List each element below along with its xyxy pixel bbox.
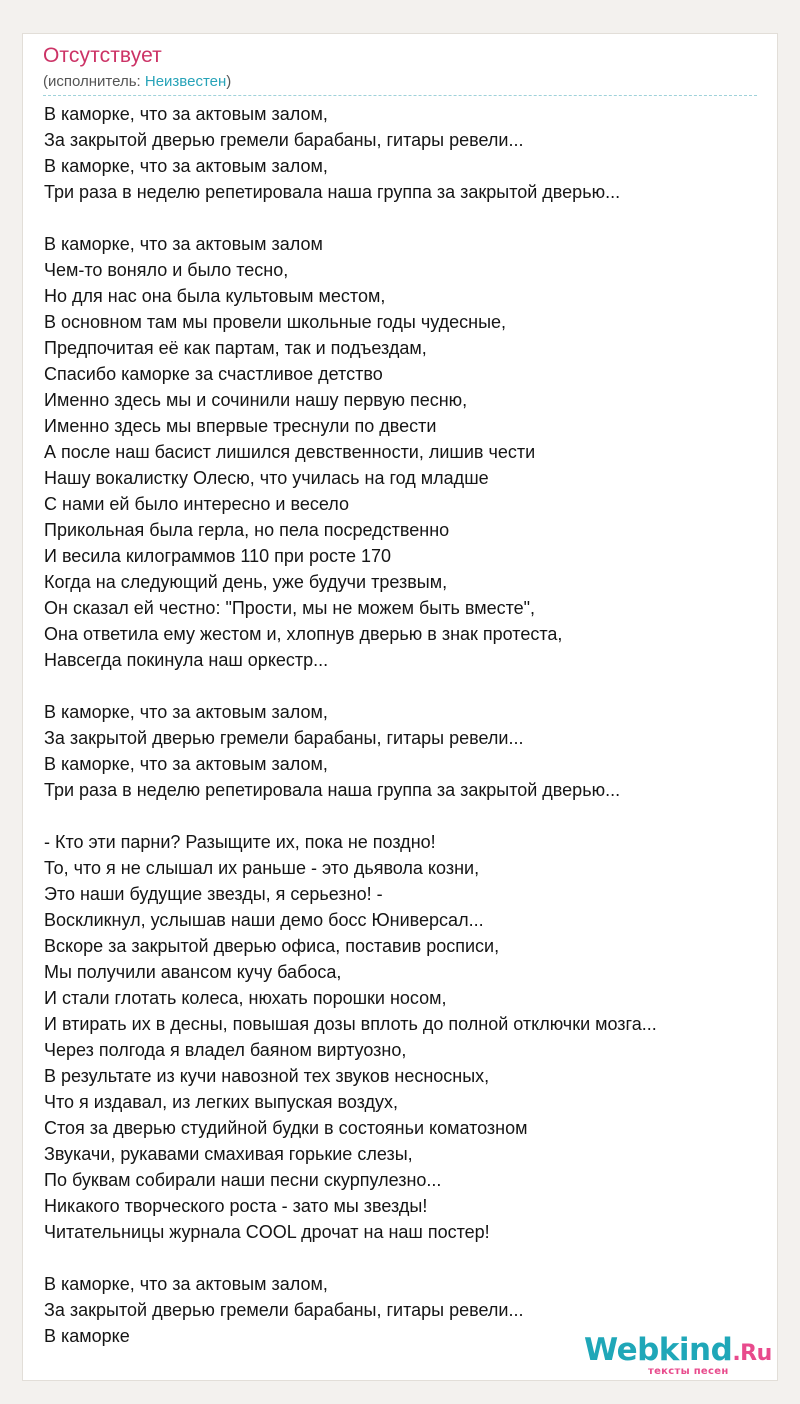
artist-line	[43, 73, 231, 90]
lyric-line: То, что я не слышал их раньше - это дьявола козни,	[44, 858, 480, 878]
lyric-line: Она ответила ему жестом и, хлопнув дверью в знак протеста,	[44, 624, 563, 644]
lyric-line: Что я издавал, из легких выпуская воздух,	[44, 1092, 399, 1112]
lyric-line: И весила килограммов 110 при росте 170	[44, 546, 392, 566]
lyric-line: Спасибо каморке за счастливое детство	[44, 364, 383, 384]
lyric-line: В каморке, что за актовым залом,	[44, 702, 328, 722]
stanza-break	[44, 673, 764, 699]
lyric-line: Воскликнул, услышав наши демо босс Юниверсал...	[44, 910, 484, 930]
lyrics-card	[22, 33, 778, 1381]
lyric-line: Нашу вокалистку Олесю, что училась на год младше	[44, 468, 489, 488]
artist-link[interactable]: Неизвестен	[144, 73, 227, 90]
lyric-line: В результате из кучи навозной тех звуков несносных,	[44, 1066, 490, 1086]
lyric-line: Стоя за дверью студийной будки в состояньи коматозном	[44, 1118, 528, 1138]
lyric-line: С нами ей было интересно и весело	[44, 494, 349, 514]
song-title: Отсутствует	[43, 44, 162, 67]
artist-suffix: )	[226, 73, 232, 90]
lyric-line: Никакого творческого роста - зато мы звезды!	[44, 1196, 428, 1216]
lyric-line: В каморке, что за актовым залом	[44, 234, 323, 254]
lyric-line: А после наш басист лишился девственности, лишив чести	[44, 442, 536, 462]
lyrics-text	[44, 101, 764, 1349]
lyric-line: Когда на следующий день, уже будучи трезвым,	[44, 572, 448, 592]
stanza-break	[44, 1245, 764, 1271]
lyric-line: Чем-то воняло и было тесно,	[44, 260, 289, 280]
lyric-line: В каморке, что за актовым залом,	[44, 1274, 328, 1294]
logo-name: Webkind	[584, 1332, 733, 1368]
lyric-line: По буквам собирали наши песни скурпулезно...	[44, 1170, 442, 1190]
lyric-line: За закрытой дверью гремели барабаны, гитары ревели...	[44, 728, 524, 748]
lyric-line: Это наши будущие звезды, я серьезно! -	[44, 884, 383, 904]
logo-tagline: тексты песен	[648, 1366, 729, 1377]
lyric-line: За закрытой дверью гремели барабаны, гитары ревели...	[44, 1300, 524, 1320]
logo-domain: .Ru	[732, 1341, 772, 1366]
stanza-break	[44, 803, 764, 829]
lyric-line: Три раза в неделю репетировала наша группа за закрытой дверью...	[44, 780, 621, 800]
lyric-line: Мы получили авансом кучу бабоса,	[44, 962, 342, 982]
lyric-line: Он сказал ей честно: "Прости, мы не можем быть вместе",	[44, 598, 536, 618]
webkind-logo[interactable]	[584, 1332, 774, 1378]
title-divider	[43, 95, 757, 96]
lyric-line: Три раза в неделю репетировала наша группа за закрытой дверью...	[44, 182, 621, 202]
lyric-line: И втирать их в десны, повышая дозы вплоть до полной отключки мозга...	[44, 1014, 657, 1034]
lyric-line: В каморке	[44, 1326, 130, 1346]
lyric-line: В каморке, что за актовым залом,	[44, 754, 328, 774]
lyric-line: За закрытой дверью гремели барабаны, гитары ревели...	[44, 130, 524, 150]
lyric-line: Именно здесь мы и сочинили нашу первую песню,	[44, 390, 468, 410]
lyric-line: Предпочитая её как партам, так и подъездам,	[44, 338, 427, 358]
lyric-line: Через полгода я владел баяном виртуозно,	[44, 1040, 407, 1060]
artist-prefix: (исполнитель:	[43, 73, 145, 90]
lyric-line: Прикольная была герла, но пела посредственно	[44, 520, 450, 540]
lyric-line: Звукачи, рукавами смахивая горькие слезы,	[44, 1144, 413, 1164]
lyric-line: В каморке, что за актовым залом,	[44, 104, 328, 124]
logo-wordmark	[584, 1332, 772, 1368]
lyric-line: - Кто эти парни? Разыщите их, пока не поздно!	[44, 832, 436, 852]
lyric-line: Читательницы журнала COOL дрочат на наш постер!	[44, 1222, 490, 1242]
lyric-line: Навсегда покинула наш оркестр...	[44, 650, 329, 670]
stanza-break	[44, 205, 764, 231]
lyric-line: В основном там мы провели школьные годы чудесные,	[44, 312, 507, 332]
lyric-line: Но для нас она была культовым местом,	[44, 286, 386, 306]
lyric-line: В каморке, что за актовым залом,	[44, 156, 328, 176]
lyric-line: Именно здесь мы впервые треснули по двести	[44, 416, 437, 436]
lyric-line: Вскоре за закрытой дверью офиса, поставив росписи,	[44, 936, 500, 956]
lyric-line: И стали глотать колеса, нюхать порошки носом,	[44, 988, 447, 1008]
